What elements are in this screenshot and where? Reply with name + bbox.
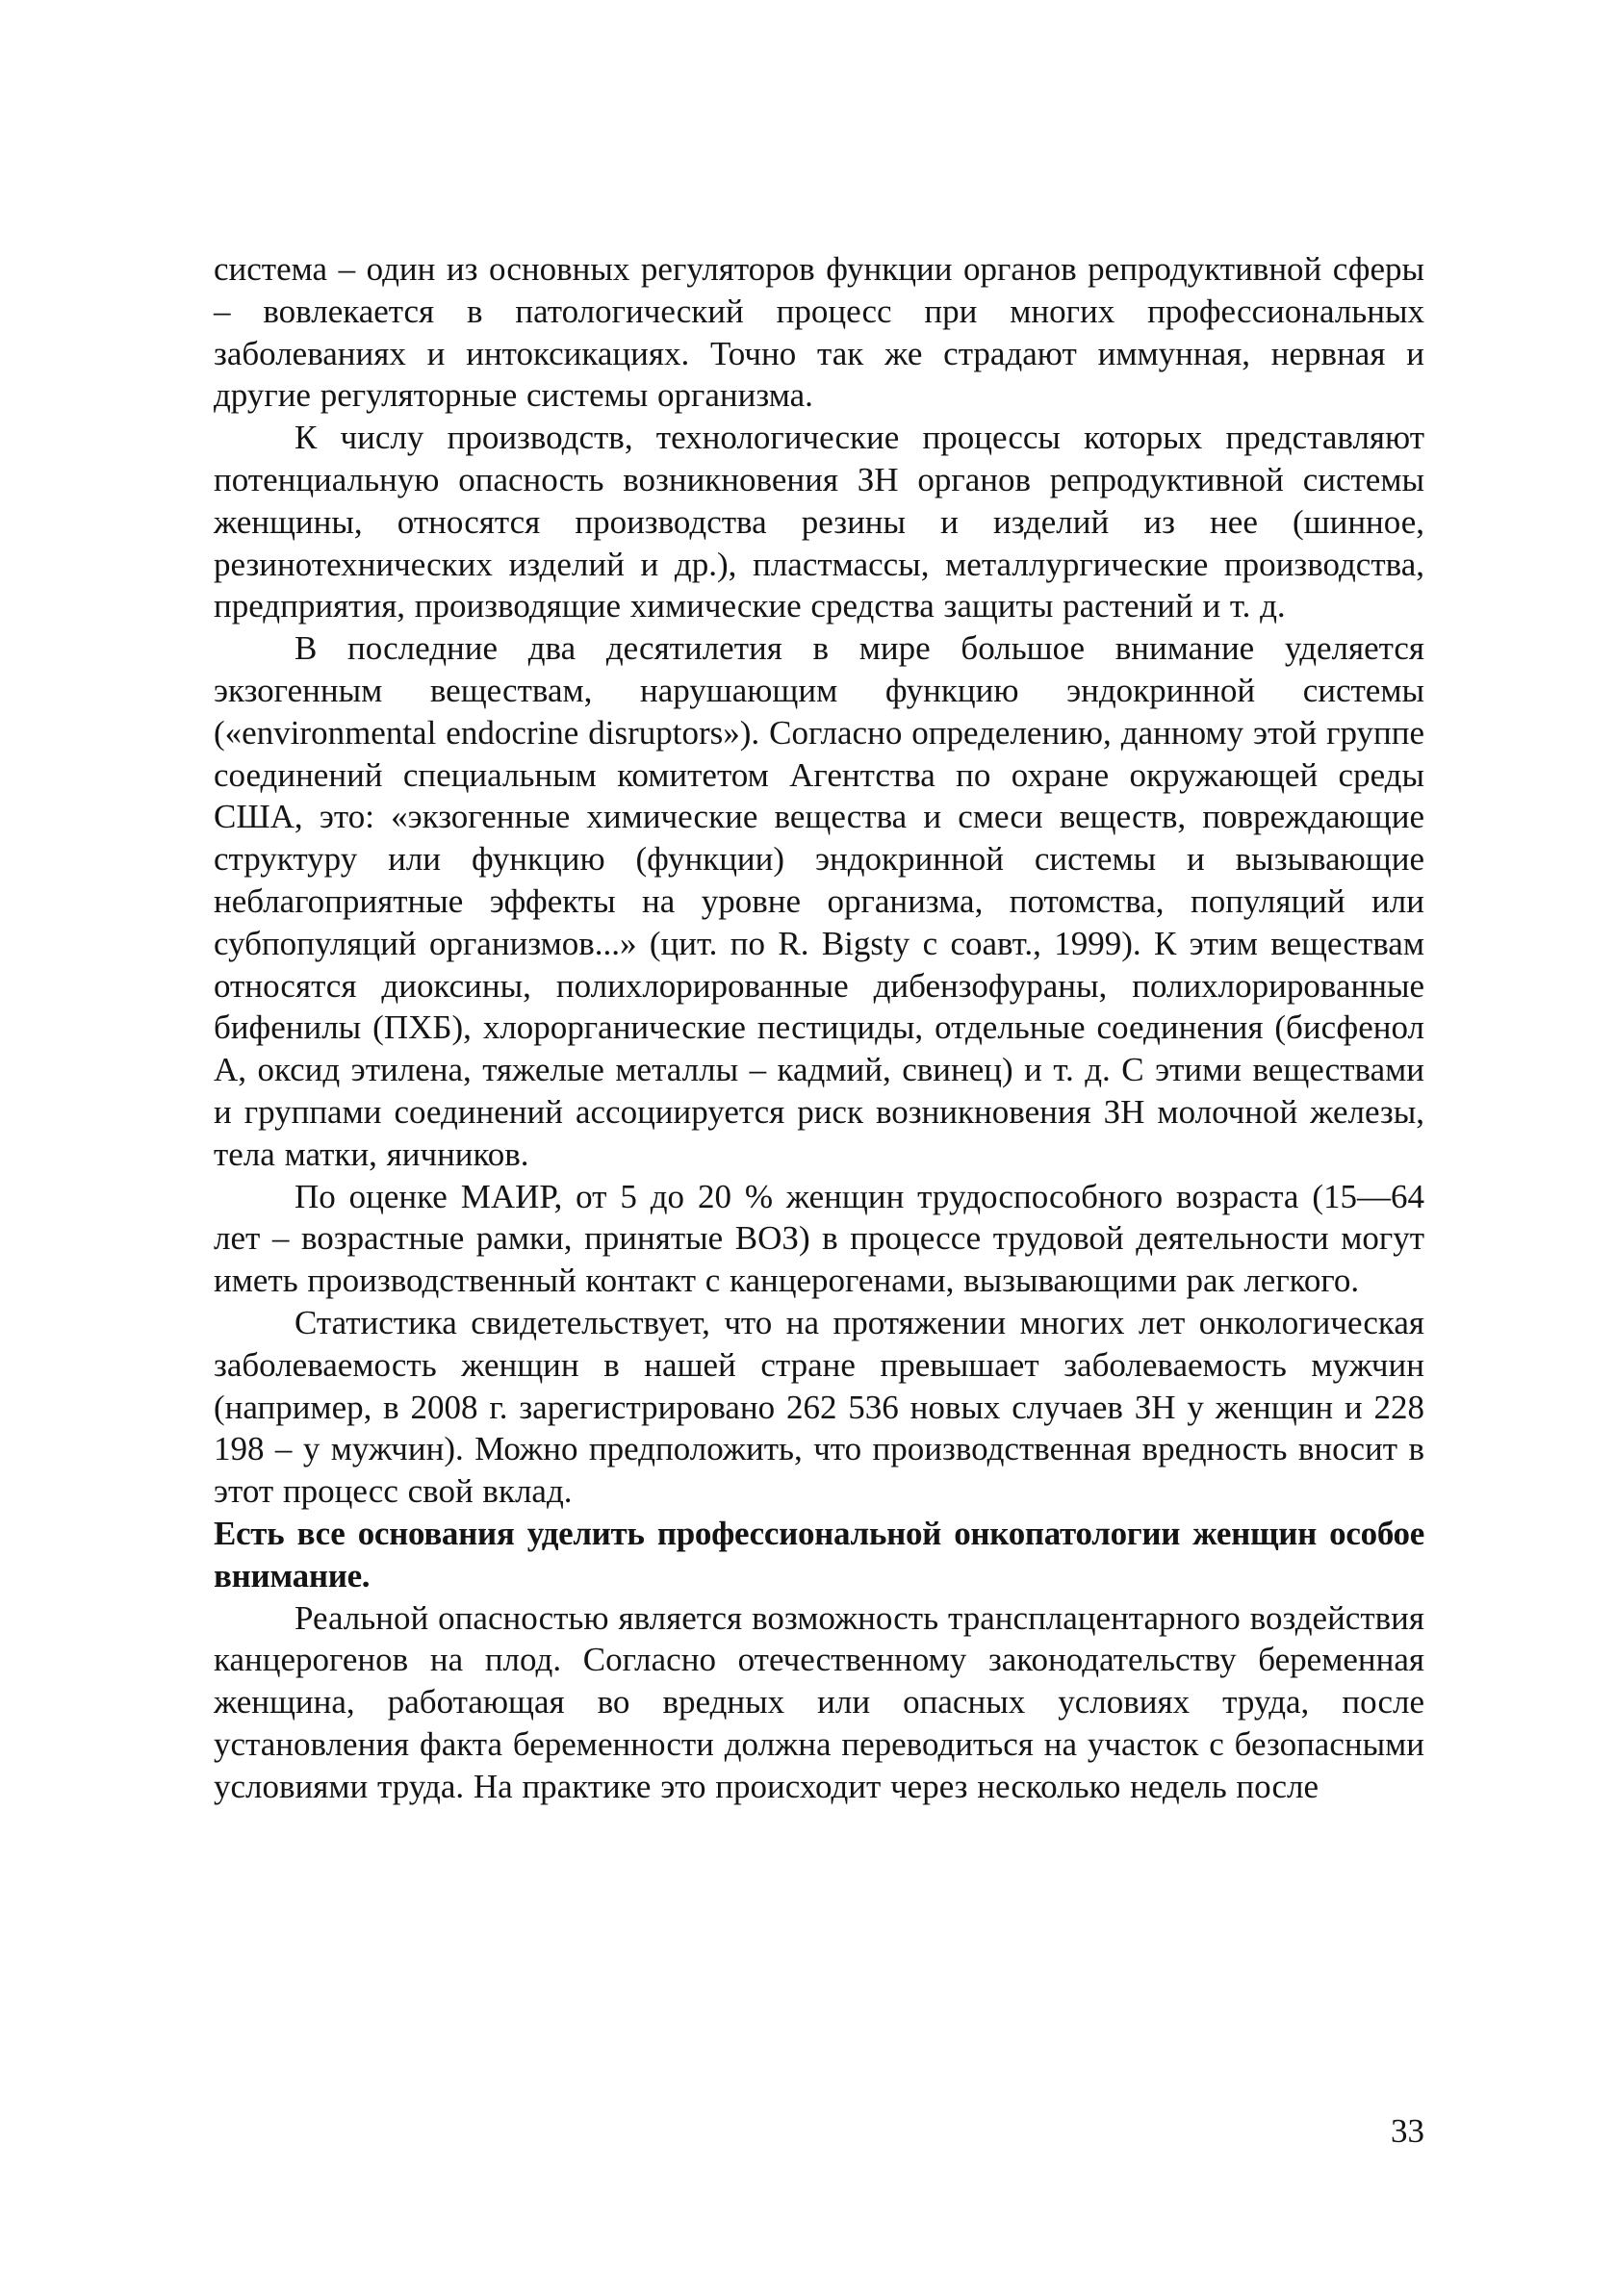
paragraph-5: Статистика свидетельствует, что на протяжении многих лет онкологическая заболеваемость женщин в нашей стране превышает заболеваемость мужчин (например, в 2008 г. зарегистрировано 262 536 новых случаев ЗН у женщин и 228 198 – у мужчин). Можно предположить, что производственная вредность вносит в этот процесс свой вклад. (214, 1303, 1424, 1511)
bold-paragraph: Есть все основания уделить профессиональной онкопатологии женщин особое внимание. (214, 1514, 1424, 1594)
paragraph-3: В последние два десятилетия в мире большое внимание уделяется экзогенным веществам, нарушающим функцию эндокринной системы («environmental endocrine disruptors»). Согласно определению, данному этой группе соединений специальным комитетом Агентства по охране окружающей среды США, это: «экзогенные химические вещества и смеси веществ, повреждающие структуру или функцию (функции) эндокринной системы и вызывающие неблагоприятные эффекты на уровне организма, потомства, популяций или субпопуляций организмов...» (цит. по R. Bigsty с соавт., 1999). К этим веществам относятся диоксины, полихлорированные дибензофураны, полихлорированные бифенилы (ПХБ), хлорорганические пестициды, отдельные соединения (бисфенол А, оксид этилена, тяжелые металлы – кадмий, свинец) и т. д. С этими веществами и группами соединений ассоциируется риск возникновения ЗН молочной железы, тела матки, яичников. (214, 629, 1424, 1173)
paragraph-last: Реальной опасностью является возможность трансплацентарного воздействия канцерогенов на плод. Согласно отечественному законодательству беременная женщина, работающая во вредных или опасных условиях труда, после установления факта беременности должна переводиться на участок с безопасными условиями труда. На практике это происходит через несколько недель после (214, 1598, 1424, 1805)
page-body (214, 248, 1424, 1807)
paragraph-1: система – один из основных регуляторов функции органов репродуктивной сферы – вовлекается в патологический процесс при многих профессиональных заболеваниях и интоксикациях. Точно так же страдают иммунная, нервная и другие регуляторные системы организма. (214, 250, 1424, 415)
paragraph-4: По оценке МАИР, от 5 до 20 % женщин трудоспособного возраста (15—64 лет – возрастные рамки, принятые ВОЗ) в процессе трудовой деятельности могут иметь производственный контакт с канцерогенами, вызывающими рак легкого. (214, 1177, 1424, 1300)
paragraph-2: К числу производств, технологические процессы которых представляют потенциальную опасность возникновения ЗН органов репродуктивной системы женщины, относятся производства резины и изделий из нее (шинное, резинотехнических изделий и др.), пластмассы, металлургические производства, предприятия, производящие химические средства защиты растений и т. д. (214, 419, 1424, 625)
page-number: 33 (1391, 2112, 1424, 2150)
